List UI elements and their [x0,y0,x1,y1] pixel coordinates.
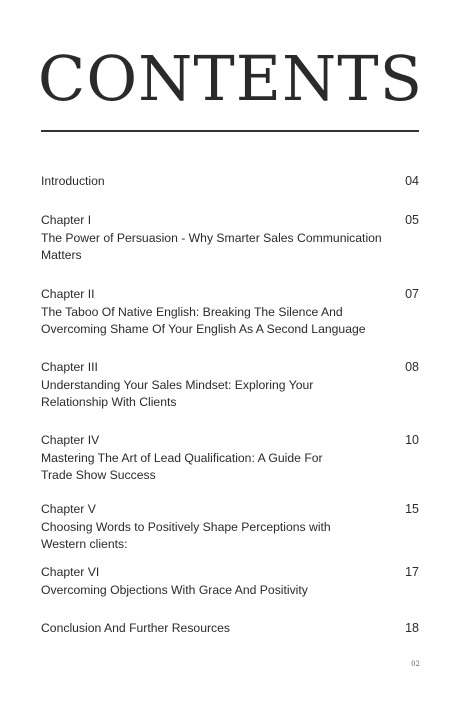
toc-page-number: 18 [405,621,419,635]
toc-entry-title: Mastering The Art of Lead Qualification: A Guide For Trade Show Success [41,450,323,482]
toc-entry-title: Introduction [41,174,105,188]
toc-chapter-label: Chapter VI [41,565,100,579]
page-title: CONTENTS [37,42,424,115]
toc-entry-introduction[interactable] [41,173,419,191]
toc-entry-chapter-4[interactable] [41,432,419,485]
toc-entry-chapter-2[interactable] [41,286,419,339]
toc-page-number: 07 [405,287,419,301]
toc-chapter-label: Chapter III [41,360,98,374]
toc-entry-chapter-3[interactable] [41,359,419,412]
title-divider [41,130,419,132]
toc-entry-chapter-6[interactable] [41,564,419,599]
toc-chapter-label: Chapter I [41,213,92,227]
toc-entry-title: Understanding Your Sales Mindset: Exploring Your Relationship With Clients [41,377,314,409]
toc-entry-title: Conclusion And Further Resources [41,621,231,635]
toc-entry-conclusion[interactable] [41,620,419,638]
toc-entry-chapter-1[interactable] [41,212,419,265]
toc-entry-title: Overcoming Objections With Grace And Positivity [41,582,308,597]
page-number: 02 [411,660,420,668]
toc-entry-title: The Power of Persuasion - Why Smarter Sales Communication Matters [41,230,382,262]
toc-page-number: 17 [405,565,419,579]
toc-page-number: 15 [405,502,419,516]
toc-page-number: 08 [405,360,419,374]
toc-entry-title: The Taboo Of Native English: Breaking The Silence And Overcoming Shame Of Your English As A Second Language [41,304,366,336]
toc-chapter-label: Chapter V [41,502,96,516]
toc-page-number: 10 [405,433,419,447]
toc-chapter-label: Chapter IV [41,433,100,447]
toc-page-number: 04 [405,174,419,188]
toc-chapter-label: Chapter II [41,287,95,301]
toc-page-number: 05 [405,213,419,227]
toc-entry-title: Choosing Words to Positively Shape Perceptions with Western clients: [41,519,331,551]
toc-entry-chapter-5[interactable] [41,501,419,554]
